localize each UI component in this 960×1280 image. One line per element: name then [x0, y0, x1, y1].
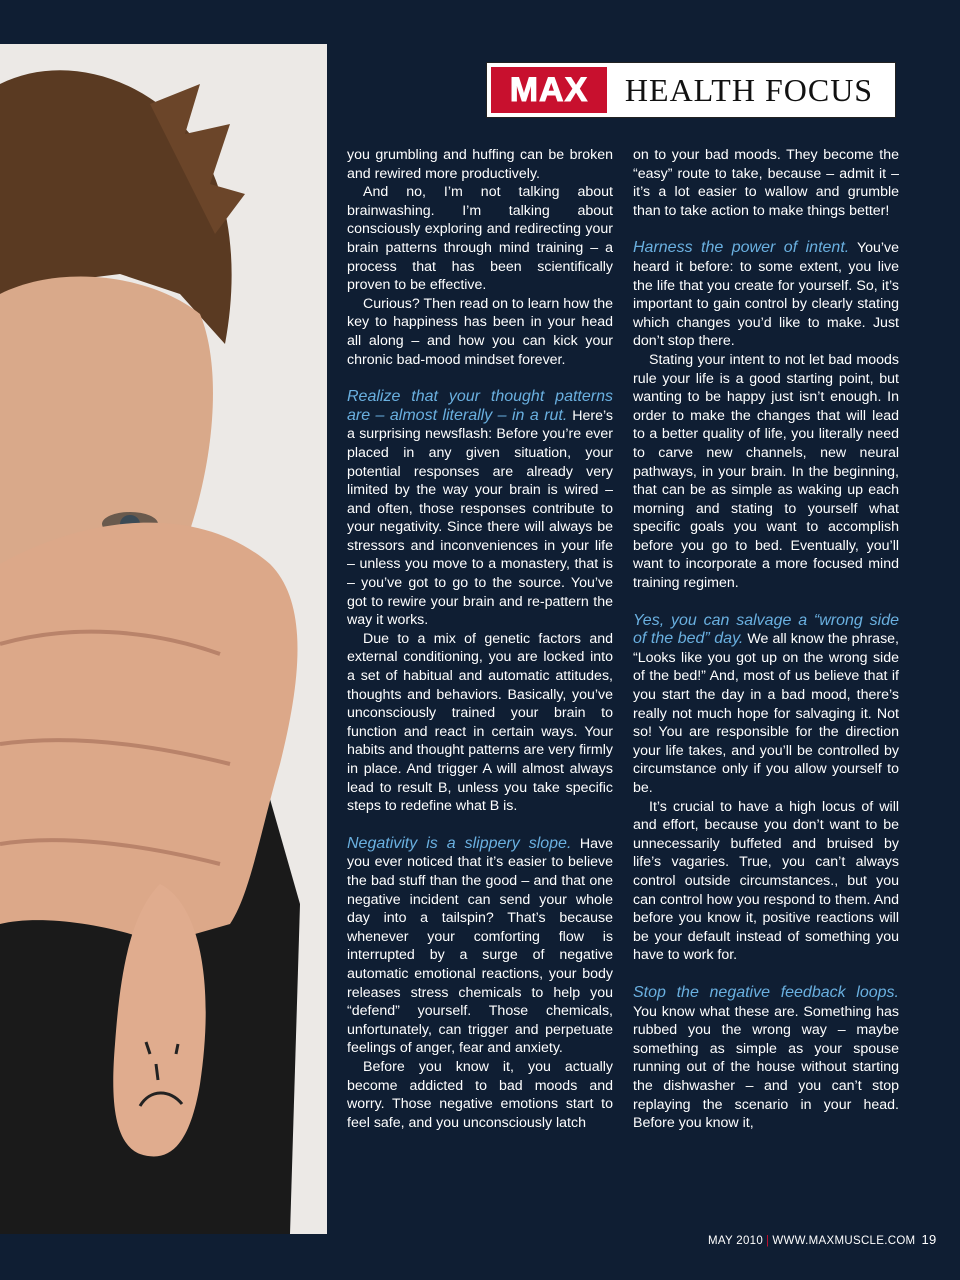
article-column-right — [633, 146, 899, 1133]
subhead-paragraph — [633, 612, 899, 798]
paragraph: Curious? Then read on to learn how the key to happiness has been in your head all along – and how you can kick your chronic bad-mood mindset forever. — [347, 295, 613, 368]
article-column-left — [347, 146, 613, 1132]
paragraph: you grumbling and huffing can be broken and rewired more productively. — [347, 147, 613, 182]
photo-thumbs-down — [0, 44, 327, 1234]
issue-date: MAY 2010 — [708, 1235, 764, 1247]
photo-illustration — [0, 44, 327, 1234]
page-number: 19 — [921, 1232, 937, 1247]
subhead: Yes, you can salvage a “wrong side of the bed” day. — [633, 611, 899, 648]
paragraph: on to your bad moods. They become the “easy” route to take, because – admit it – it’s a lot easier to wallow and grumble than to take action to make things better! — [633, 147, 899, 219]
subhead: Harness the power of intent. — [633, 239, 850, 257]
paragraph: Stating your intent to not let bad moods rule your life is a good starting point, but wanting to be happy just isn’t enough. In order to make the changes that will lead to a better quality of life, you literally need to carve new channels, new neural pathways, in your brain. In the beginning, that can be as simple as waking up each morning and stating to yourself what specific goals you want to accomplish before you go to bed. Eventually, you’ll want to incorporate a more focused mind training regimen. — [633, 351, 899, 592]
subhead-paragraph — [633, 984, 899, 1133]
paragraph-text: Have you ever noticed that it’s easier to believe the bad stuff than the good – and that one negative incident can send your whole day into a tailspin? That’s because whenever your comforting flow is interrupted by a surge of negative automatic emotional reactions, your body releases stress chemicals to help you “defend” yourself. Those chemicals, unfortunately, can trigger and perpetuate feelings of anger, fear and anxiety. — [347, 835, 613, 1057]
page-footer — [708, 1232, 937, 1247]
subhead: Realize that your thought patterns are – almost literally – in a rut. — [347, 388, 613, 424]
section-title: HEALTH FOCUS — [624, 71, 874, 108]
paragraph-text: Here’s a surprising newsflash: Before you’re ever placed in any given situation, your potential responses are already very limited by the way your brain is wired – and often, those responses contribute to your negativity. Since there will always be stressors and inconveniences in your life – unless you move to a monastery, that is – you’ve got to go to the source. You’ve got to rewire your brain and re-pattern the way it works. — [347, 407, 613, 629]
paragraph: It’s crucial to have a high locus of will and effort, because you don’t want to be unnecessarily buffeted and bruised by life’s vagaries. True, you can’t always control outside circumstances., but you can control how you respond to them. And before you know it, positive reactions will be your default instead of something you have to work for. — [633, 798, 899, 964]
subhead-paragraph — [347, 835, 613, 1058]
paragraph-text: You’ve heard it before: to some extent, you live the life that you create for yourself. So, it’s important to gain control by clearly stating which changes you’d like to make. Just don’t stop there. — [633, 240, 900, 350]
paragraph-text: We all know the phrase, “Looks like you got up on the wrong side of the bed!” And, most of us believe that if you start the day in a bad mood, there’s really not much hope for salvaging it. Not so! You are responsible for the direction your life takes, and you’ll be controlled by circumstance only if you allow yourself to be. — [633, 631, 900, 796]
paragraph-text: You know what these are. Something has rubbed you the wrong way – maybe something as simple as your spouse running out of the house without starting the dishwasher – and you can’t stop replaying the scenario in your head. Before you know it, — [633, 1003, 899, 1132]
subhead-paragraph — [633, 239, 899, 351]
brand-logo: MAX — [491, 67, 607, 113]
paragraph: Before you know it, you actually become addicted to bad moods and worry. Those negative emotions start to feel safe, and you unconsciously latch — [347, 1058, 613, 1131]
footer-separator: | — [766, 1235, 770, 1247]
paragraph: Due to a mix of genetic factors and external conditioning, you are locked into a set of habitual and automatic attitudes, thoughts and behaviors. Basically, you’ve unconsciously trained your brain to function and react in certain ways. Your habits and thought patterns are very firmly in place. And trigger A will almost always lead to result B, unless you take specific steps to redefine what B is. — [347, 630, 613, 815]
subhead-paragraph — [347, 388, 613, 630]
subhead: Stop the negative feedback loops. — [633, 983, 899, 1001]
section-header-badge — [486, 62, 896, 118]
website: WWW.MAXMUSCLE.COM — [772, 1235, 916, 1247]
paragraph: And no, I’m not talking about brainwashing. I’m talking about consciously exploring and redirecting your brain patterns through mind training – a process that has been scientifically proven to be effective. — [347, 184, 613, 294]
subhead: Negativity is a slippery slope. — [347, 834, 572, 852]
